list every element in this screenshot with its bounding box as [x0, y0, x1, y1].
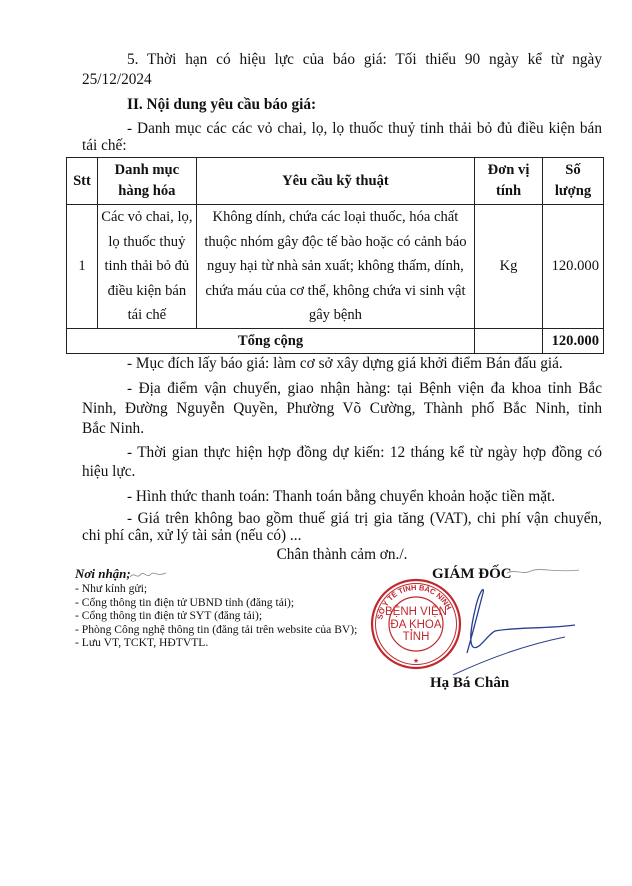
header-requirements: Yêu cầu kỹ thuật	[196, 158, 474, 205]
requirement-line: thuộc nhóm gây độc tế bào hoặc có cảnh báo	[204, 233, 467, 250]
category-line: tái chế	[127, 307, 167, 323]
total-unit-empty	[475, 328, 543, 353]
header-stt: Stt	[67, 158, 98, 205]
total-label: Tổng cộng	[67, 328, 475, 353]
payment-line: - Hình thức thanh toán: Thanh toán bằng chuyển khoản hoặc tiền mặt.	[127, 488, 556, 505]
list-intro-line1: - Danh mục các các vỏ chai, lọ, lọ thuốc thuỷ tinh thải bỏ đủ điều kiện bán	[127, 120, 602, 137]
category-line: điều kiện bán	[107, 282, 187, 299]
requirement-line: gây bệnh	[308, 307, 362, 323]
delivery-line1: - Địa điểm vận chuyển, giao nhận hàng: tại Bệnh viện đa khoa tỉnh Bắc	[127, 380, 602, 397]
signer-name: Hạ Bá Chân	[430, 675, 510, 691]
recipient-item: - Như kính gửi;	[75, 582, 148, 595]
category-line: tinh thải bỏ đủ	[104, 258, 190, 274]
stamp-line: TỈNH	[402, 631, 430, 643]
total-value: 120.000	[542, 328, 603, 353]
table-header-row	[67, 158, 604, 205]
header-quantity-l1: Số	[565, 162, 581, 178]
total-row	[67, 328, 604, 353]
header-quantity-l2: lượng	[554, 183, 592, 199]
cell-stt: 1	[67, 205, 98, 329]
validity-text: 5. Thời hạn có hiệu lực của báo giá: Tối thiểu 90 ngày kể từ ngày	[127, 51, 602, 68]
delivery-line3: Bắc Ninh.	[82, 420, 145, 437]
stamp-line: BỆNH VIỆN	[385, 606, 447, 618]
header-unit	[475, 158, 543, 205]
header-quantity	[542, 158, 603, 205]
requirement-line: nguy hại từ nhà sản xuất; không thấm, dính,	[207, 258, 464, 274]
header-category-l2: hàng hóa	[118, 183, 176, 199]
recipient-item: - Cổng thông tin điện tử SYT (đăng tải);	[75, 609, 263, 623]
validity-line	[82, 50, 602, 70]
validity-date: 25/12/2024	[82, 71, 152, 88]
header-unit-l1: Đơn vị	[487, 162, 530, 178]
duration-line2: hiệu lực.	[82, 463, 136, 480]
recipients-block	[75, 566, 357, 650]
cell-unit: Kg	[475, 205, 543, 329]
section-title: II. Nội dung yêu cầu báo giá:	[127, 96, 317, 113]
signature-icon	[445, 565, 585, 675]
initials-scribble-icon	[128, 568, 168, 582]
quote-table	[66, 157, 604, 354]
requirement-line: chứa máu của cơ thể, không chứa vi sinh vật	[205, 282, 466, 299]
svg-text:SỞ Y TẾ TỈNH BẮC NI: SỞ Y TẾ TỈNH BẮC NINH	[375, 582, 454, 621]
price-note-line1: - Giá trên không bao gồm thuế giá trị gia tăng (VAT), chi phí vận chuyển,	[127, 510, 602, 527]
thanks-line: Chân thành cảm ơn./.	[276, 546, 408, 563]
cell-quantity: 120.000	[542, 205, 603, 329]
price-note-line2: chi phí cân, xử lý tài sản (nếu có) ...	[82, 527, 302, 544]
recipients-title: Nơi nhận;	[75, 566, 131, 581]
delivery-line2: Ninh, Đường Nguyễn Quyền, Phường Võ Cường, Thành phố Bắc Ninh, tỉnh	[82, 400, 602, 417]
header-unit-l2: tính	[495, 183, 522, 199]
list-intro-line2: tái chế:	[82, 137, 127, 154]
header-category	[97, 158, 196, 205]
recipient-item: - Cổng thông tin điện tử UBND tỉnh (đăng tải);	[75, 595, 295, 609]
cell-requirements	[196, 205, 474, 329]
table-row	[67, 205, 604, 329]
stamp-line: ĐA KHOA	[390, 618, 442, 631]
category-line: Các vỏ chai, lọ,	[101, 209, 193, 225]
recipient-item: - Lưu VT, TCKT, HĐTVTL.	[75, 636, 209, 650]
cell-category	[97, 205, 196, 329]
purpose-line: - Mục đích lấy báo giá: làm cơ sở xây dựng giá khởi điểm Bán đấu giá.	[127, 355, 563, 372]
duration-line1: - Thời gian thực hiện hợp đồng dự kiến: 12 tháng kể từ ngày hợp đồng có	[127, 444, 602, 461]
svg-text:★: ★	[412, 657, 420, 665]
requirement-line: Không dính, chứa các loại thuốc, hóa chất	[212, 209, 459, 225]
category-line: lọ thuốc thuỷ	[108, 233, 186, 250]
header-category-l1: Danh mục	[114, 162, 180, 178]
signer-title: GIÁM ĐỐC	[432, 566, 512, 582]
recipient-item: - Phòng Công nghệ thông tin (đăng tải trên website của BV);	[75, 622, 358, 636]
